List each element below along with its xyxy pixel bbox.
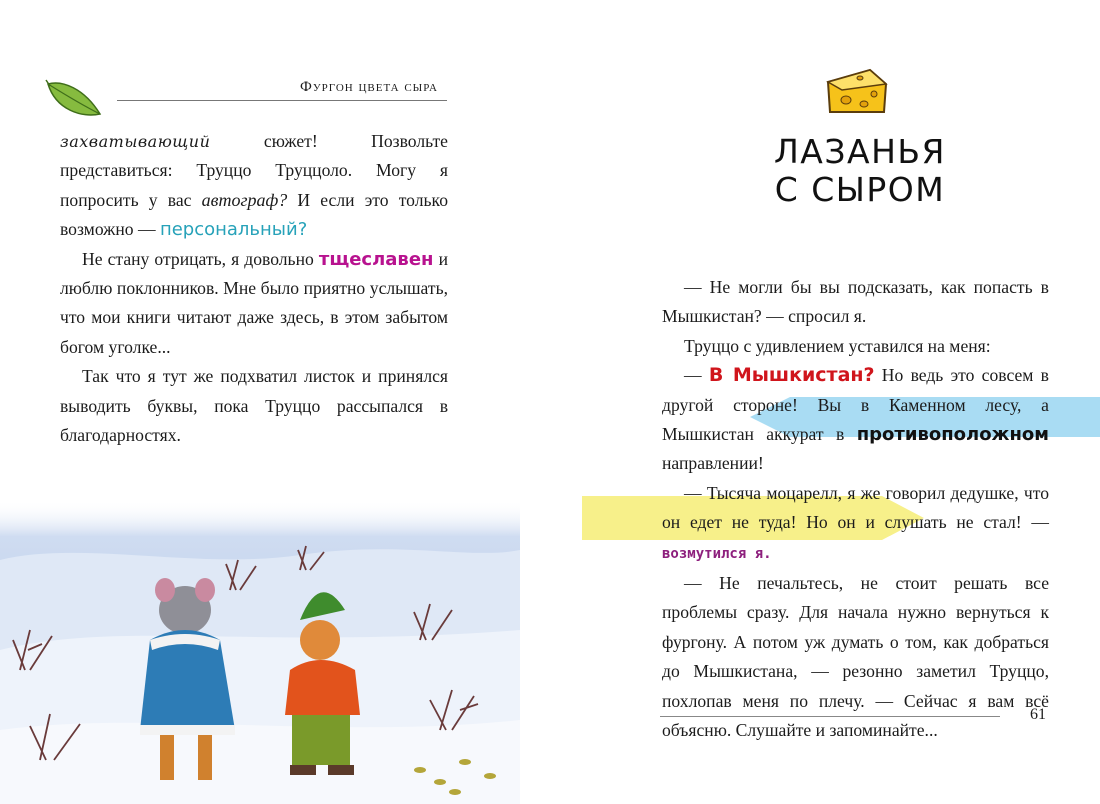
cheese-icon bbox=[822, 66, 890, 116]
paragraph: — Не печальтесь, не стоит решать все проблемы сразу. Для начала нужно вернуться к фургону. А потом уж думать о том, как добраться до Мышкистана, — резонно заметил Труццо, похлопав меня по плечу. — Сейчас я вам всё объясню. Слушайте и запоминайте... bbox=[662, 573, 1049, 741]
chapter-title-line: ЛАЗАНЬЯ bbox=[773, 132, 946, 171]
leaf-icon bbox=[44, 78, 104, 120]
styled-word: автограф? bbox=[201, 189, 288, 210]
running-head: Фургон цвета сыра bbox=[300, 79, 438, 95]
paragraph: — Не могли бы вы подсказать, как попасть в Мышкистан? — спросил я. bbox=[662, 277, 1049, 327]
left-body-text bbox=[60, 127, 448, 450]
text-run: Не стану отрицать, я довольно bbox=[82, 248, 319, 269]
paragraph bbox=[60, 127, 448, 245]
winter-illustration bbox=[0, 500, 520, 804]
text-run: Но ведь это совсем в другой стороне! Вы в Каменном лесу, а Мышкистан аккурат в bbox=[662, 365, 1049, 445]
styled-word: захватывающий bbox=[60, 132, 211, 151]
paragraph bbox=[662, 361, 1049, 479]
text-run: сюжет! Позвольте представиться: Труццо Труццоло. Могу я попросить у вас bbox=[60, 131, 448, 210]
text-run: — Тысяча моцарелл, я же говорил дедушке, что он едет не туда! Но он и слушать не стал! — bbox=[662, 482, 1049, 533]
paragraph: Так что я тут же подхватил листок и принялся выводить буквы, пока Труццо рассыпался в благодарностях. bbox=[60, 366, 448, 446]
chapter-title bbox=[720, 133, 1000, 209]
styled-word: персональный? bbox=[159, 219, 308, 241]
styled-word: возмутился я. bbox=[662, 545, 772, 562]
paragraph bbox=[60, 245, 448, 363]
text-run: — bbox=[684, 365, 709, 386]
right-body-text bbox=[662, 273, 1049, 746]
paragraph bbox=[662, 479, 1049, 569]
chapter-title-line: С СЫРОМ bbox=[774, 170, 946, 209]
paragraph: Труццо с удивлением уставился на меня: bbox=[684, 335, 991, 356]
header-rule bbox=[117, 100, 447, 101]
styled-word: противоположном bbox=[856, 424, 1049, 446]
text-run: и люблю поклонников. Мне было приятно услышать, что мои книги читают даже здесь, в этом забытом богом уголке... bbox=[60, 248, 448, 357]
right-page bbox=[550, 0, 1100, 804]
text-run: направлении! bbox=[662, 453, 764, 474]
text-run: И если это только возможно — bbox=[60, 189, 448, 240]
styled-word: тщеславен bbox=[318, 248, 434, 270]
styled-word: В Мышкистан? bbox=[708, 364, 875, 387]
page-number: 61 bbox=[1030, 706, 1046, 723]
